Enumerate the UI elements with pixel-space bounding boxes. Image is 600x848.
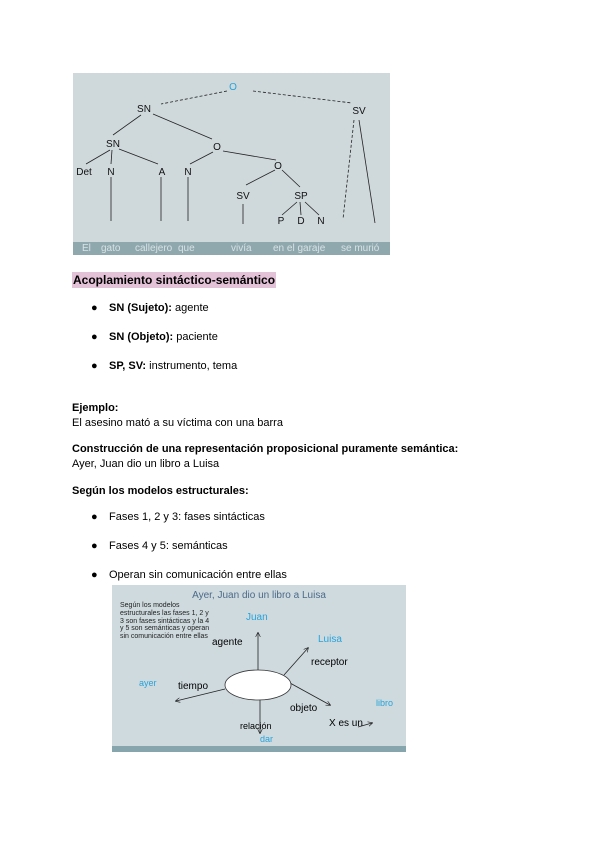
label-objeto: objeto	[290, 703, 318, 714]
tree-node-a: A	[158, 167, 166, 178]
list-item: SN (Sujeto): agente	[109, 302, 209, 314]
tree-node-o-mid: O	[213, 142, 221, 153]
list-item: Operan sin comunicación entre ellas	[109, 569, 287, 581]
figure-bottom-bar	[112, 746, 406, 752]
bullet-icon: ●	[91, 302, 98, 314]
list-item: Fases 1, 2 y 3: fases sintácticas	[109, 511, 265, 523]
proposition-node	[225, 670, 291, 700]
list-item: Fases 4 y 5: semánticas	[109, 540, 228, 552]
tree-node-o-low: O	[274, 161, 282, 172]
bullet-icon: ●	[91, 331, 98, 343]
propositional-figure	[112, 585, 406, 752]
label-luisa: Luisa	[318, 634, 342, 645]
tree-word: gato	[101, 243, 121, 254]
construction-label: Construcción de una representación proposicional puramente semántica:	[72, 443, 459, 455]
label-dar: dar	[260, 734, 274, 744]
tree-node-sv-top: SV	[352, 106, 366, 117]
bullet-icon: ●	[91, 540, 98, 552]
tree-word: en el garaje	[273, 243, 326, 254]
tree-node-n3: N	[317, 216, 325, 227]
tree-node-sn-top: SN	[137, 104, 151, 115]
label-ayer: ayer	[139, 678, 157, 688]
tree-node-d: D	[297, 216, 305, 227]
label-relacion: relación	[240, 721, 272, 731]
label-agente: agente	[212, 637, 243, 648]
example-sentence: El asesino mató a su víctima con una barra	[72, 417, 283, 429]
tree-word: callejero	[135, 243, 173, 254]
tree-node-sv-low: SV	[236, 191, 250, 202]
tree-word: El	[82, 243, 91, 254]
construction-sentence: Ayer, Juan dio un libro a Luisa	[72, 458, 220, 470]
bullet-icon: ●	[91, 360, 98, 372]
list-item: SN (Objeto): paciente	[109, 331, 218, 343]
tree-word: se murió	[341, 243, 380, 254]
label-libro: libro	[376, 698, 394, 708]
label-receptor: receptor	[311, 657, 348, 668]
bullet-icon: ●	[91, 511, 98, 523]
tree-word: vivía	[231, 243, 252, 254]
tree-node-det: Det	[76, 167, 92, 178]
label-x-es-un: X es un	[329, 718, 363, 729]
figure-title: Ayer, Juan dio un libro a Luisa	[192, 590, 326, 601]
syntax-tree-figure	[73, 73, 390, 255]
label-tiempo: tiempo	[178, 681, 209, 692]
models-label: Según los modelos estructurales:	[72, 485, 249, 497]
tree-node-o-root: O	[229, 82, 237, 93]
tree-word-strip	[73, 242, 390, 255]
list-item: SP, SV: instrumento, tema	[109, 360, 238, 372]
bullet-icon: ●	[91, 569, 98, 581]
tree-node-sn-inner: SN	[106, 139, 120, 150]
section-title: Acoplamiento sintáctico-semántico	[73, 273, 276, 287]
figure-note: Según los modelos estructurales las fases 1, 2 y 3 son fases sintácticas y la 4 y 5 son semánticas y operan sin comunicación entre ellas	[120, 602, 210, 641]
tree-node-sp: SP	[294, 191, 308, 202]
example-label: Ejemplo:	[72, 402, 119, 414]
tree-node-p: P	[277, 216, 285, 227]
label-juan: Juan	[246, 612, 268, 623]
tree-node-n2: N	[184, 167, 192, 178]
syntax-tree-edges	[73, 73, 390, 255]
tree-node-n1: N	[107, 167, 115, 178]
tree-word: que	[178, 243, 195, 254]
